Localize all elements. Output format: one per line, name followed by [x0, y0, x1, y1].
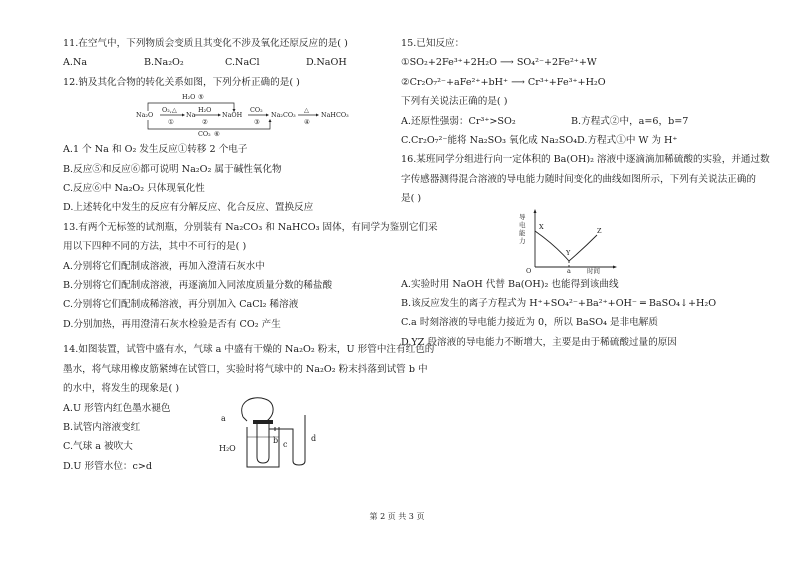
q16-option-a: A.实验时用 NaOH 代替 Ba(OH)₂ 也能得到该曲线	[401, 278, 619, 290]
q14-option-d: D.U 形管水位：c>d	[63, 460, 153, 472]
page-footer: 第 2 页 共 3 页	[369, 512, 425, 521]
q11-option-a: A.Na	[63, 57, 88, 69]
diag-label-h2o: H₂O	[182, 93, 196, 102]
diag-label-co2: CO₂	[250, 106, 263, 115]
diag-na: Na	[186, 111, 196, 120]
q14-options-block	[63, 399, 390, 477]
q14-stem-line3: 的水中，将发生的现象是( )	[63, 383, 180, 395]
q12-conversion-diagram	[138, 93, 368, 137]
diag-circle-2: ②	[202, 118, 208, 127]
q11-stem: 11.在空气中，下列物质会变质且其变化不涉及氧化还原反应的是( )	[63, 38, 348, 49]
diag-circle-4: ④	[304, 118, 310, 127]
q14-stem-line2: 墨水，将气球用橡皮筋紧缚在试管口，实验时将气球中的 Na₂O₂ 粉末抖落到试管 b 中	[63, 363, 428, 375]
q15-option-a: A.还原性强弱：Cr³⁺>SO₂	[401, 115, 516, 127]
diag-label-heat: △	[304, 106, 309, 115]
q14-apparatus-svg	[213, 393, 343, 473]
q16-xlabel: 时间	[587, 266, 600, 275]
q16-origin: O	[526, 266, 532, 275]
q12-option-b: B.反应⑤和反应⑥都可说明 Na₂O₂ 属于碱性氧化物	[63, 163, 282, 175]
q13-option-c: C.分别将它们配制成稀溶液，再分别加入 CaCl₂ 稀溶液	[63, 299, 299, 311]
q16-conductivity-plot	[511, 209, 741, 275]
q15-option-d: D.方程式①中 W 为 H⁺	[577, 135, 678, 147]
q12-option-c: C.反应⑥中 Na₂O₂ 只体现氧化性	[63, 183, 205, 195]
right-column	[401, 34, 770, 352]
q15-options-row1	[401, 112, 741, 131]
q11-option-b: B.Na₂O₂	[144, 57, 184, 69]
q15-ask: 下列有关说法正确的是( )	[401, 96, 508, 108]
q14-option-a: A.U 形管内红色墨水褪色	[63, 402, 171, 414]
q15-equation-1: ①SO₂+2Fe³⁺+2H₂O ⟶ SO₄²⁻+2Fe²⁺+W	[401, 57, 597, 69]
q16-option-c: C.a 时刻溶液的导电能力接近为 0，所以 BaSO₄ 是非电解质	[401, 317, 658, 329]
q14-option-b: B.试管内溶液变红	[63, 421, 141, 433]
diag-label-o2: O₂,△	[162, 106, 177, 115]
q14-label-b: b	[273, 435, 279, 445]
q16-stem-line3: 是( )	[401, 193, 422, 205]
diag-circle-3: ③	[254, 118, 260, 127]
diag-naoh: NaOH	[222, 111, 243, 120]
q16-point-x: X	[539, 222, 544, 231]
q16-stem-line1: 16.某班同学分组进行向一定体积的 Ba(OH)₂ 溶液中逐滴滴加稀硫酸的实验，并通过数	[401, 154, 770, 166]
q11-option-d: D.NaOH	[306, 57, 347, 69]
q13-option-d: D.分别加热，再用澄清石灰水检验是否有 CO₂ 产生	[63, 318, 281, 330]
q16-point-y: Y	[566, 248, 571, 257]
q16-option-b: B.该反应发生的离子方程式为 H⁺+SO₄²⁻+Ba²⁺+OH⁻ ═ BaSO₄↓+H₂O	[401, 298, 717, 310]
diag-label-co2-b: CO₂	[198, 130, 211, 139]
diag-label-h2o-2: H₂O	[198, 106, 212, 115]
diag-circle-6: ⑥	[214, 130, 220, 139]
q14-label-d: d	[311, 433, 317, 443]
q15-stem: 15.已知反应：	[401, 38, 465, 49]
q13-stem-line2: 用以下四种不同的方法，其中不可行的是( )	[63, 241, 247, 253]
q14-stem-line1: 14.如图装置，试管中盛有水，气球 a 中盛有干燥的 Na₂O₂ 粉末，U 形管中注有红色的	[63, 344, 435, 356]
q15-options-row2	[401, 131, 741, 150]
q14-label-a: a	[221, 413, 226, 423]
q14-apparatus	[213, 393, 343, 480]
q12-option-a: A.1 个 Na 和 O₂ 发生反应①转移 2 个电子	[63, 144, 248, 156]
q15-option-b: B.方程式②中，a=6，b=7	[571, 115, 689, 127]
q16-tick-a: a	[567, 266, 571, 275]
q15-equation-2: ②Cr₂O₇²⁻+aFe²⁺+bH⁺ ⟶ Cr³⁺+Fe³⁺+H₂O	[401, 76, 606, 88]
q14-label-c: c	[283, 439, 288, 449]
diag-na2o: Na₂O	[136, 111, 154, 120]
q14-label-h2o: H₂O	[219, 443, 236, 453]
q12-option-d: D.上述转化中发生的反应有分解反应、化合反应、置换反应	[63, 202, 314, 214]
q16-ylabel: 导电能力	[519, 212, 526, 245]
q13-option-a: A.分别将它们配制成溶液，再加入澄清石灰水中	[63, 260, 265, 272]
q16-plot-svg	[511, 209, 621, 275]
q13-option-b: B.分别将它们配制成溶液，再逐滴加入同浓度质量分数的稀盐酸	[63, 280, 333, 292]
q13-stem-line1: 13.有两个无标签的试剂瓶，分别装有 Na₂CO₃ 和 NaHCO₃ 固体，有同学为鉴别它们采	[63, 221, 438, 233]
diag-nahco3: NaHCO₃	[321, 111, 349, 120]
q16-point-z: Z	[597, 226, 602, 235]
q11-option-c: C.NaCl	[225, 57, 260, 69]
diag-circle-5: ⑤	[198, 93, 204, 102]
diag-circle-1: ①	[168, 118, 174, 127]
q16-option-d: D.YZ 段溶液的导电能力不断增大，主要是由于稀硫酸过量的原因	[401, 336, 677, 348]
q15-option-c: C.Cr₂O₇²⁻能将 Na₂SO₃ 氧化成 Na₂SO₄	[401, 135, 578, 147]
q12-stem: 12.钠及其化合物的转化关系如图，下列分析正确的是( )	[63, 76, 300, 88]
q16-stem-line2: 字传感器测得混合溶液的导电能力随时间变化的曲线如图所示，下列有关说法正确的	[401, 173, 756, 185]
q14-option-c: C.气球 a 被吹大	[63, 441, 133, 453]
diag-na2co3: Na₂CO₃	[271, 111, 296, 120]
q11-options	[63, 53, 390, 72]
